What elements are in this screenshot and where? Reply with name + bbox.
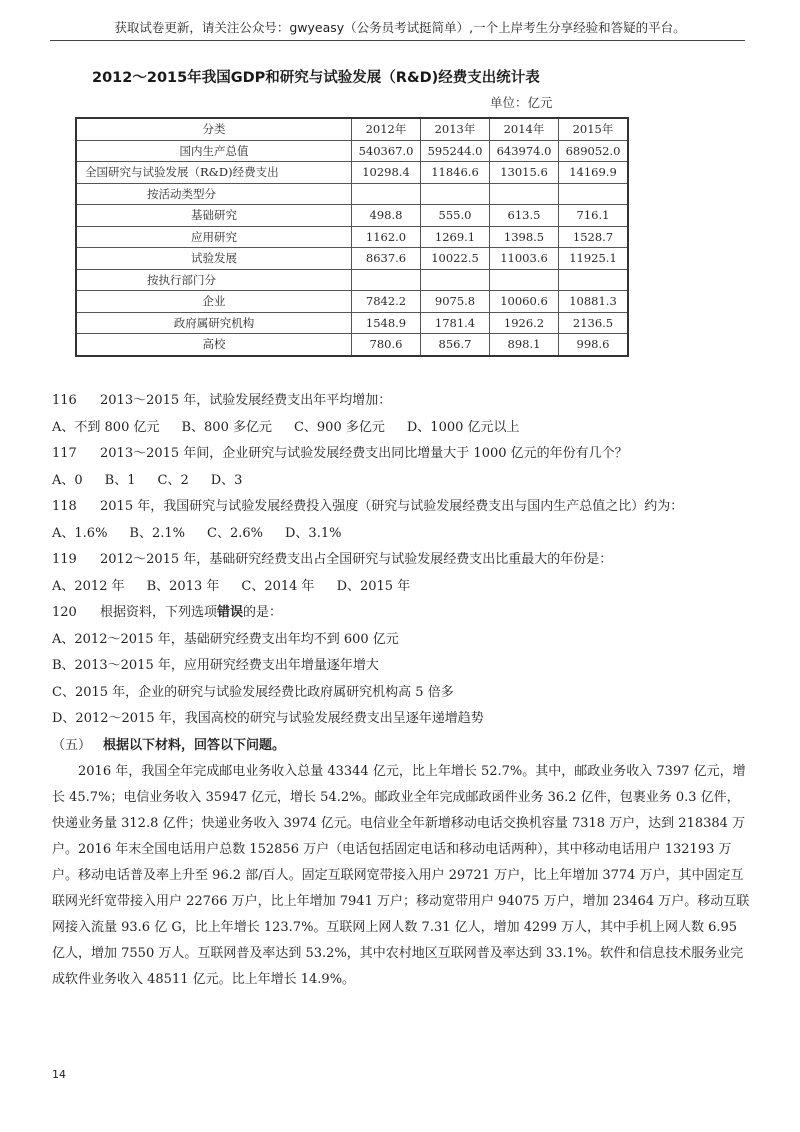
table-cell xyxy=(421,183,490,205)
option: D、3.1% xyxy=(285,525,342,541)
option: C、2 xyxy=(157,472,189,488)
options-117 xyxy=(52,468,752,495)
table-cell: 2136.5 xyxy=(559,312,629,334)
table-cell xyxy=(559,269,629,291)
table-row xyxy=(76,269,628,291)
table-row xyxy=(76,312,628,334)
table-row xyxy=(76,183,628,205)
option: B、2.1% xyxy=(129,525,186,541)
row-label: 高校 xyxy=(76,334,352,356)
row-group-label: 按执行部门分 xyxy=(76,269,352,291)
options-119 xyxy=(52,574,752,601)
table-cell: 595244.0 xyxy=(421,140,490,162)
question-number: 118 xyxy=(52,499,77,514)
option: B、800 多亿元 xyxy=(181,419,272,435)
option: D、3 xyxy=(210,472,243,488)
option: C、2014 年 xyxy=(241,578,315,594)
table-cell xyxy=(352,269,421,291)
option: C、2015 年，企业的研究与试验发展经费比政府属研究机构高 5 倍多 xyxy=(52,684,454,700)
question-text: 2013～2015 年间，企业研究与试验发展经费支出同比增量大于 1000 亿元的年份有几个？ xyxy=(100,446,628,461)
table-cell: 10060.6 xyxy=(490,291,559,313)
row-label: 试验发展 xyxy=(76,248,352,270)
option: D、2012～2015 年，我国高校的研究与试验发展经费支出呈逐年递增趋势 xyxy=(52,711,484,726)
table-cell: 898.1 xyxy=(490,334,559,356)
table-cell xyxy=(490,269,559,291)
table-cell: 9075.8 xyxy=(421,291,490,313)
header-cell: 分类 xyxy=(76,118,352,140)
table-cell: 1528.7 xyxy=(559,226,629,248)
table-row xyxy=(76,140,628,162)
table-cell: 689052.0 xyxy=(559,140,629,162)
table-cell: 13015.6 xyxy=(490,162,559,184)
table-cell: 540367.0 xyxy=(352,140,421,162)
table-cell: 10881.3 xyxy=(559,291,629,313)
option: A、2012～2015 年，基础研究经费支出年均不到 600 亿元 xyxy=(52,631,399,647)
option: A、2012 年 xyxy=(52,578,125,594)
question-text: 根据资料，下列选项 xyxy=(100,605,218,620)
table-cell xyxy=(352,183,421,205)
option: D、1000 亿元以上 xyxy=(406,419,520,435)
table-row xyxy=(76,226,628,248)
table-cell: 555.0 xyxy=(421,205,490,227)
option: B、2013～2015 年，应用研究经费支出年增量逐年增大 xyxy=(52,658,379,673)
row-label: 应用研究 xyxy=(76,226,352,248)
options-118 xyxy=(52,521,752,548)
table-cell: 1548.9 xyxy=(352,312,421,334)
question-116 xyxy=(52,388,752,415)
row-label: 政府属研究机构 xyxy=(76,312,352,334)
section-heading xyxy=(52,733,752,760)
header-cell: 2014年 xyxy=(490,118,559,140)
question-number: 119 xyxy=(52,552,77,567)
questions-content xyxy=(52,388,752,993)
row-group-label: 按活动类型分 xyxy=(76,183,352,205)
option: C、900 多亿元 xyxy=(293,419,385,435)
table-cell: 11925.1 xyxy=(559,248,629,270)
option: A、1.6% xyxy=(52,525,108,541)
table-cell: 643974.0 xyxy=(490,140,559,162)
header-cell: 2013年 xyxy=(421,118,490,140)
page-header: 获取试卷更新，请关注公众号：gwyeasy（公务员考试挺简单）,一个上岸考生分享经验和答疑的平台。 xyxy=(114,20,686,35)
option: D、2015 年 xyxy=(336,578,411,594)
question-text: 2013～2015 年，试验发展经费支出年平均增加： xyxy=(100,393,392,408)
option: B、1 xyxy=(104,472,136,488)
question-120 xyxy=(52,600,752,627)
table-cell: 998.6 xyxy=(559,334,629,356)
question-text: 2012～2015 年，基础研究经费支出占全国研究与试验发展经费支出比重最大的年份是： xyxy=(100,552,613,567)
table-cell: 11003.6 xyxy=(490,248,559,270)
stats-table xyxy=(75,117,629,357)
header-cell: 2015年 xyxy=(559,118,629,140)
table-row xyxy=(76,291,628,313)
table-cell: 7842.2 xyxy=(352,291,421,313)
question-number: 116 xyxy=(52,393,77,408)
question-number: 120 xyxy=(52,605,77,620)
table-cell xyxy=(421,269,490,291)
option: C、2.6% xyxy=(207,525,263,541)
section-title: 根据以下材料，回答以下问题。 xyxy=(103,737,286,753)
section-label: （五） xyxy=(52,737,92,753)
row-label: 全国研究与试验发展（R&D)经费支出 xyxy=(76,162,352,184)
header-rule xyxy=(50,40,745,41)
table-unit: 单位：亿元 xyxy=(490,95,553,110)
table-row xyxy=(76,334,628,356)
table-cell: 1926.2 xyxy=(490,312,559,334)
question-text-end: 的是： xyxy=(243,605,283,620)
option: A、0 xyxy=(52,472,83,488)
table-cell: 1269.1 xyxy=(421,226,490,248)
table-cell: 856.7 xyxy=(421,334,490,356)
option: B、2013 年 xyxy=(146,578,220,594)
options-116 xyxy=(52,415,752,442)
table-cell: 8637.6 xyxy=(352,248,421,270)
option: A、不到 800 亿元 xyxy=(52,419,160,435)
header-cell: 2012年 xyxy=(352,118,421,140)
question-118 xyxy=(52,494,752,521)
table-cell: 10298.4 xyxy=(352,162,421,184)
question-117 xyxy=(52,441,752,468)
table-cell: 780.6 xyxy=(352,334,421,356)
table-cell: 10022.5 xyxy=(421,248,490,270)
table-cell: 11846.6 xyxy=(421,162,490,184)
table-cell: 1781.4 xyxy=(421,312,490,334)
table-cell: 716.1 xyxy=(559,205,629,227)
table-cell: 613.5 xyxy=(490,205,559,227)
table-cell: 14169.9 xyxy=(559,162,629,184)
row-label: 国内生产总值 xyxy=(76,140,352,162)
table-row xyxy=(76,248,628,270)
table-cell: 1398.5 xyxy=(490,226,559,248)
material-paragraph: 2016 年，我国全年完成邮电业务收入总量 43344 亿元，比上年增长 52.7%。其中，邮政业务收入 7397 亿元，增长 45.7%；电信业务收入 35947 亿元，增长 54.2%。邮政业全年完成邮政函件业务 36.2 亿件，包裹业务 0.3 亿件，快递业务量 312.8 亿件；快递业务收入 3974 亿元。电信业全年新增移动电话交换机容量 7318 万户，达到 218384 万户。2016 年末全国电话用户总数 152856 万户（电话包括固定电话和移动电话两种），其中移动电话用户 132193 万户。移动电话普及率上升至 96.2 部/百人。固定互联网宽带接入用户 29721 万户，比上年增加 3774 万户，其中固定互联网光纤宽带接入用户 22766 万户，比上年增加 7941 万户；移动宽带用户 94075 万户，增加 23464 万户。移动互联网接入流量 93.6 亿 G，比上年增长 123.7%。互联网上网人数 7.31 亿人，增加 4299 万人，其中手机上网人数 6.95 亿人，增加 7550 万人。互联网普及率达到 53.2%，其中农村地区互联网普及率达到 33.1%。软件和信息技术服务业完成软件业务收入 48511 亿元。比上年增长 14.9%。 xyxy=(52,764,750,987)
question-number: 117 xyxy=(52,446,77,461)
question-119 xyxy=(52,547,752,574)
table-cell: 1162.0 xyxy=(352,226,421,248)
table-title: 2012～2015年我国GDP和研究与试验发展（R&D)经费支出统计表 xyxy=(92,70,540,86)
question-emphasis: 错误 xyxy=(217,605,244,620)
question-text: 2015 年，我国研究与试验发展经费投入强度（研究与试验发展经费支出与国内生产总值之比）约为： xyxy=(100,499,684,514)
table-cell xyxy=(490,183,559,205)
row-label: 基础研究 xyxy=(76,205,352,227)
table-cell: 498.8 xyxy=(352,205,421,227)
table-header-row xyxy=(76,118,628,140)
table-cell xyxy=(559,183,629,205)
table-row xyxy=(76,205,628,227)
row-label: 企业 xyxy=(76,291,352,313)
page-number: 14 xyxy=(52,1068,66,1081)
table-row xyxy=(76,162,628,184)
